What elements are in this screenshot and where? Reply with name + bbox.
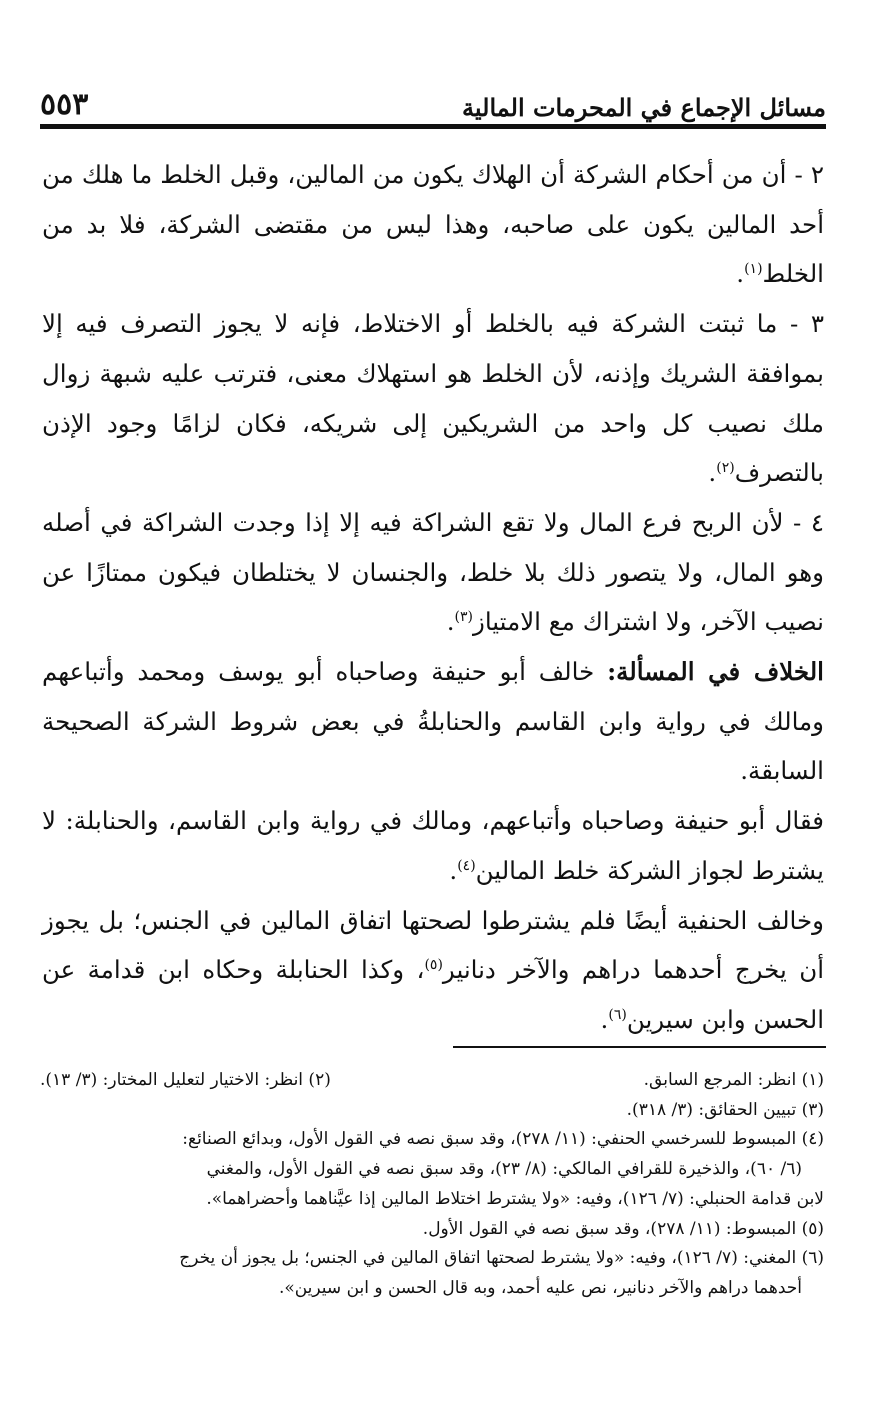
section-heading: الخلاف في المسألة: [607,657,824,687]
paragraph-disagreement: الخلاف في المسألة: خالف أبو حنيفة وصاحباه أبو يوسف ومحمد وأتباعهم ومالك في رواية وابن القاسم والحنابلةُ في بعض شروط الشركة الصحيحة السابقة. [42,657,824,786]
page-number: ٥٥٣ [40,87,89,122]
footnotes [40,1066,824,1304]
paragraph-4: ٤ - لأن الربح فرع المال ولا تقع الشراكة فيه إلا إذا وجدت الشراكة في أصله وهو المال، ولا يتصور ذلك بلا خلط، والجنسان لا يختلطان فيكون ممتازًا عن نصيب الآخر، ولا اشتراك مع الامتياز$^{(٣)}$. [42,507,824,637]
footnote-3: (٣) تبيين الحقائق: (٣/ ٣١٨). [626,1099,824,1120]
footnote-row-1-2 [40,1066,824,1096]
footnote-ref-3: (٣) [454,609,473,626]
footnote-separator [453,1046,826,1048]
header-rule [40,124,826,129]
paragraph-3: ٣ - ما ثبتت الشركة فيه بالخلط أو الاختلاط، فإنه لا يجوز التصرف فيه إلا بموافقة الشريك وإذنه، لأن الخلط هو استهلاك معنى، فترتب عليه شبهة زوال ملك نصيب كل واحد من الشريكين إلى شريكه، فكان لزامًا وجود الإذن بالتصرف$^{(٢)}$. [42,309,824,488]
main-text [42,150,824,1045]
paragraph-abu-hanifa: فقال أبو حنيفة وصاحباه وأتباعهم، ومالك في رواية وابن القاسم، والحنابلة: لا يشترط لجواز الشركة خلط المالين$^{(٤)}$. [42,806,824,885]
footnote-5: (٥) المبسوط: (١١/ ٢٧٨)، وقد سبق نصه في القول الأول. [422,1218,824,1239]
footnote-4-cont-1: (٦/ ٦٠)، والذخيرة للقرافي المالكي: (٨/ ٢٣)، وقد سبق نصه في القول الأول، والمغني [206,1159,802,1180]
page-header [40,78,826,122]
footnote-2: (٢) انظر: الاختيار لتعليل المختار: (٣/ ١٣). [40,1070,331,1090]
running-title: مسائل الإجماع في المحرمات المالية [462,93,826,122]
footnote-4: (٤) المبسوط للسرخسي الحنفي: (١١/ ٢٧٨)، وقد سبق نصه في القول الأول، وبدائع الصنائع: [182,1129,824,1150]
footnote-ref-6: (٦) [608,1006,627,1023]
footnote-ref-1: (١) [744,261,763,278]
footnote-6: (٦) المغني: (٧/ ١٢٦)، وفيه: «ولا يشترط لصحتها اتفاق المالين في الجنس؛ بل يجوز أن يخرج [179,1248,824,1269]
footnote-ref-4: (٤) [457,857,476,874]
footnote-4-cont-2: لابن قدامة الحنبلي: (٧/ ١٢٦)، وفيه: «ولا يشترط اختلاط المالين إذا عيَّناهما وأحضراهما». [206,1188,824,1209]
paragraph-2: ٢ - أن من أحكام الشركة أن الهلاك يكون من المالين، وقبل الخلط ما هلك من أحد المالين يكون على صاحبه، وهذا ليس من مقتضى الشركة، فلا بد من الخلط$^{(١)}$. [42,160,824,289]
footnote-6-cont: أحدهما دراهم والآخر دنانير، نص عليه أحمد، وبه قال الحسن و ابن سيرين». [278,1277,802,1298]
paragraph-hanafiyya: وخالف الحنفية أيضًا فلم يشترطوا لصحتها اتفاق المالين في الجنس؛ بل يجوز أن يخرج أحدهما دراهم والآخر دنانير$^{(٥)}$، وكذا الحنابلة وحكاه ابن قدامة عن الحسن وابن سيرين$^{(٦)}$. [42,905,824,1034]
footnote-ref-2: (٢) [716,460,735,477]
footnote-1: (١) انظر: المرجع السابق. [643,1070,824,1090]
footnote-ref-5: (٥) [424,957,443,974]
